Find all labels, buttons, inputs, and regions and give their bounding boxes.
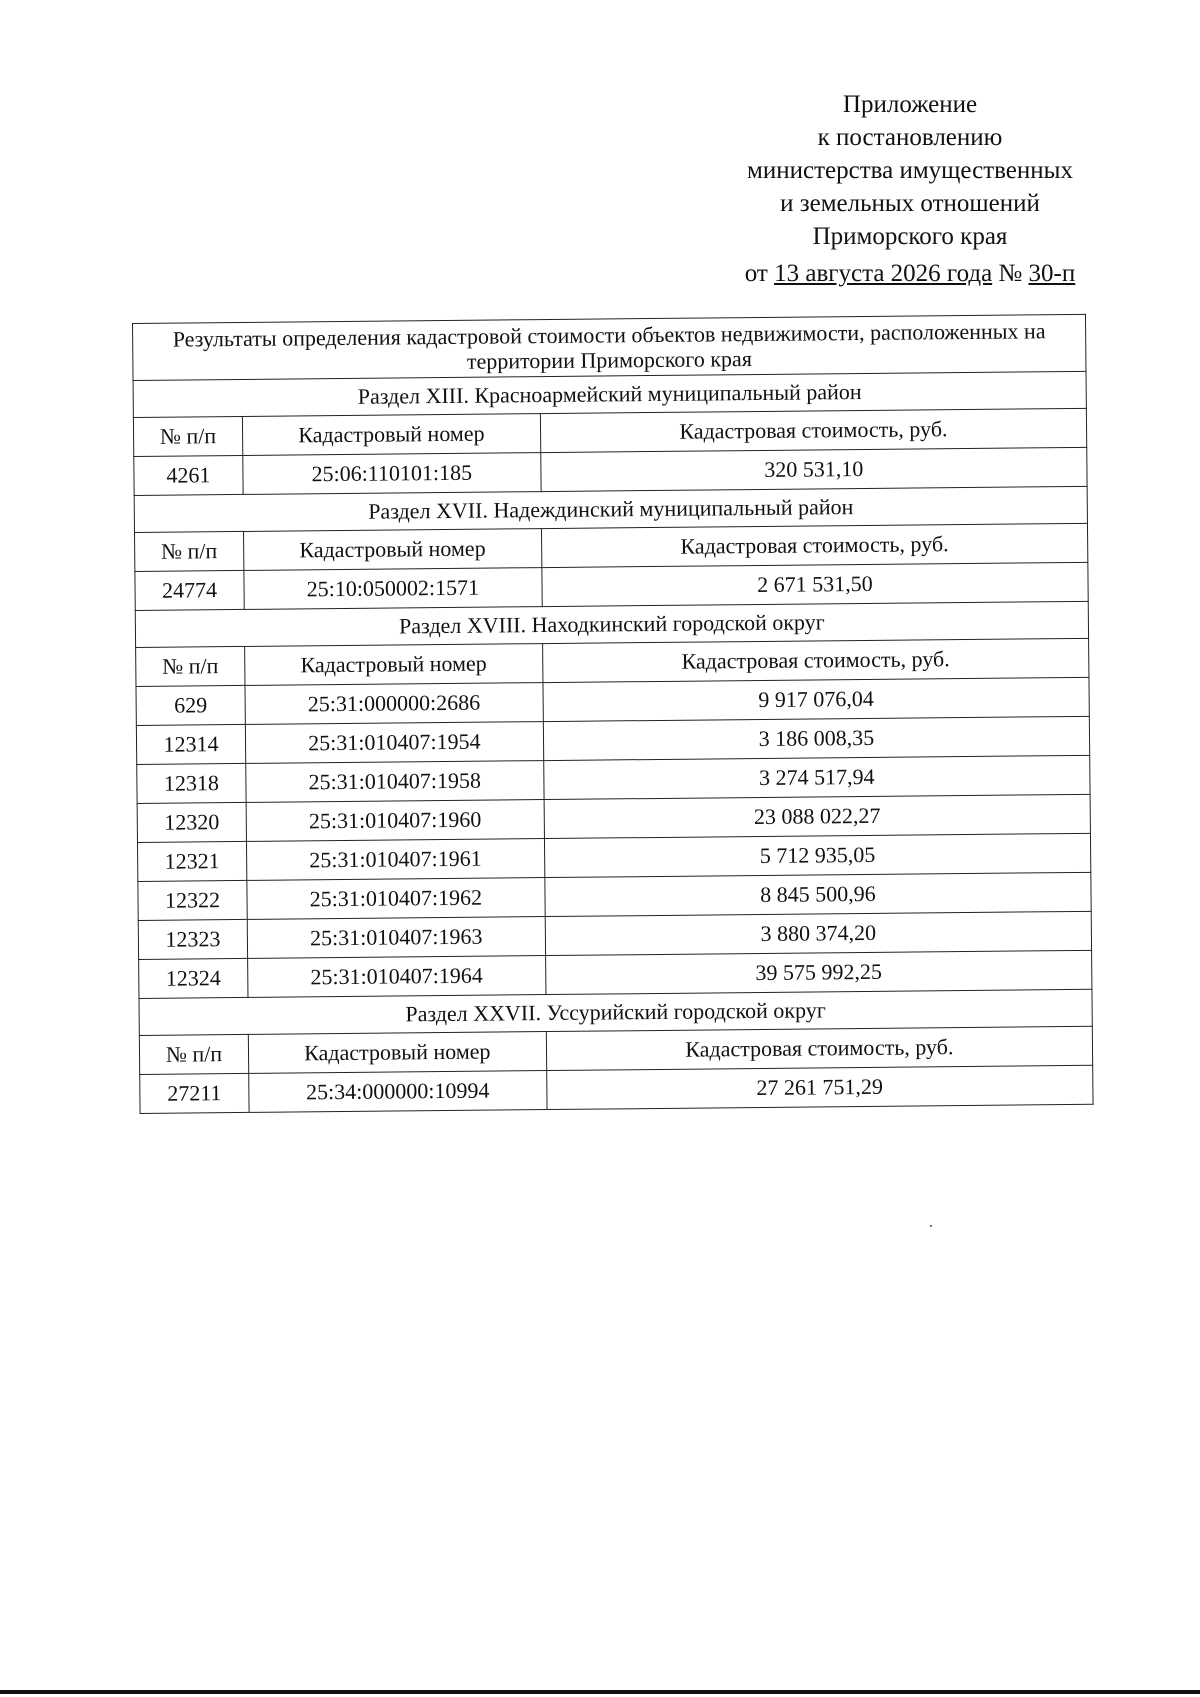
header-number: № п/п [133, 416, 242, 456]
cadastral-value: 27 261 751,29 [546, 1065, 1093, 1109]
cadastral-number: 25:10:050002:1571 [244, 568, 542, 610]
row-number: 12323 [138, 919, 247, 959]
cadastral-value: 320 531,10 [540, 447, 1087, 491]
appendix-line: министерства имущественных [747, 157, 1073, 184]
cadastral-number: 25:31:010407:1960 [246, 800, 544, 842]
header-cadastral-number: Кадастровый номер [245, 644, 543, 686]
row-number: 4261 [134, 455, 243, 495]
header-number: № п/п [136, 646, 245, 686]
scan-speck [930, 1225, 932, 1227]
cadastral-number: 25:31:010407:1963 [247, 917, 545, 959]
row-number: 12324 [139, 958, 248, 998]
cadastral-number: 25:31:010407:1954 [245, 722, 543, 764]
appendix-line: к постановлению [817, 124, 1003, 151]
header-cadastral-number: Кадастровый номер [242, 414, 540, 456]
bottom-rule [0, 1690, 1200, 1694]
appendix-date-line [700, 257, 1120, 290]
section-title: Раздел XVIII. Находкинский городской округ [135, 601, 1088, 647]
date-prefix: от [744, 260, 768, 287]
cadastral-value: 5 712 935,05 [544, 833, 1091, 877]
cadastral-value-table [132, 314, 1094, 1114]
appendix-line: Приложение [842, 91, 978, 118]
appendix-header [700, 88, 1120, 290]
cadastral-value: 2 671 531,50 [542, 562, 1089, 606]
cadastral-number: 25:34:000000:10994 [249, 1071, 547, 1113]
cadastral-number: 25:31:000000:2686 [245, 683, 543, 725]
table-row [140, 1065, 1093, 1113]
table-body [133, 314, 1094, 1113]
header-cadastral-value: Кадастровая стоимость, руб. [540, 408, 1087, 452]
table-title-row [133, 314, 1087, 380]
header-cadastral-number: Кадастровый номер [248, 1032, 546, 1074]
row-number: 12318 [137, 763, 246, 803]
header-cadastral-number: Кадастровый номер [243, 529, 541, 571]
row-number: 12314 [136, 724, 245, 764]
cadastral-value: 3 880 374,20 [545, 911, 1092, 955]
appendix-line: Приморского края [812, 223, 1008, 250]
row-number: 27211 [140, 1073, 249, 1113]
cadastral-value: 3 274 517,94 [543, 755, 1090, 799]
cadastral-value: 9 917 076,04 [543, 677, 1090, 721]
cadastral-value: 23 088 022,27 [544, 794, 1091, 838]
cadastral-value: 3 186 008,35 [543, 716, 1090, 760]
header-cadastral-value: Кадастровая стоимость, руб. [546, 1026, 1093, 1070]
section-title: Раздел XIII. Красноармейский муниципальный район [133, 371, 1086, 417]
cadastral-value: 39 575 992,25 [545, 950, 1092, 994]
cadastral-number: 25:31:010407:1961 [246, 839, 544, 881]
row-number: 12322 [138, 880, 247, 920]
header-number: № п/п [135, 531, 244, 571]
section-title: Раздел XVII. Надеждинский муниципальный район [134, 486, 1087, 532]
row-number: 12321 [137, 841, 246, 881]
row-number: 629 [136, 685, 245, 725]
section-title: Раздел XXVII. Уссурийский городской округ [139, 989, 1092, 1035]
date-value: 13 августа 2026 года [774, 260, 993, 287]
appendix-line: и земельных отношений [780, 190, 1040, 217]
cadastral-number: 25:31:010407:1958 [246, 761, 544, 803]
header-cadastral-value: Кадастровая стоимость, руб. [542, 638, 1089, 682]
cadastral-number: 25:31:010407:1964 [248, 956, 546, 998]
cadastral-number: 25:31:010407:1962 [247, 878, 545, 920]
row-number: 12320 [137, 802, 246, 842]
cadastral-value: 8 845 500,96 [545, 872, 1092, 916]
row-number: 24774 [135, 570, 244, 610]
number-sign: № [998, 260, 1023, 287]
cadastral-number: 25:06:110101:185 [243, 453, 541, 495]
number-value: 30-п [1028, 260, 1076, 287]
header-cadastral-value: Кадастровая стоимость, руб. [541, 523, 1088, 567]
table-title: Результаты определения кадастровой стоимости объектов недвижимости, расположенных на территории Приморского края [133, 314, 1087, 380]
header-number: № п/п [139, 1034, 248, 1074]
